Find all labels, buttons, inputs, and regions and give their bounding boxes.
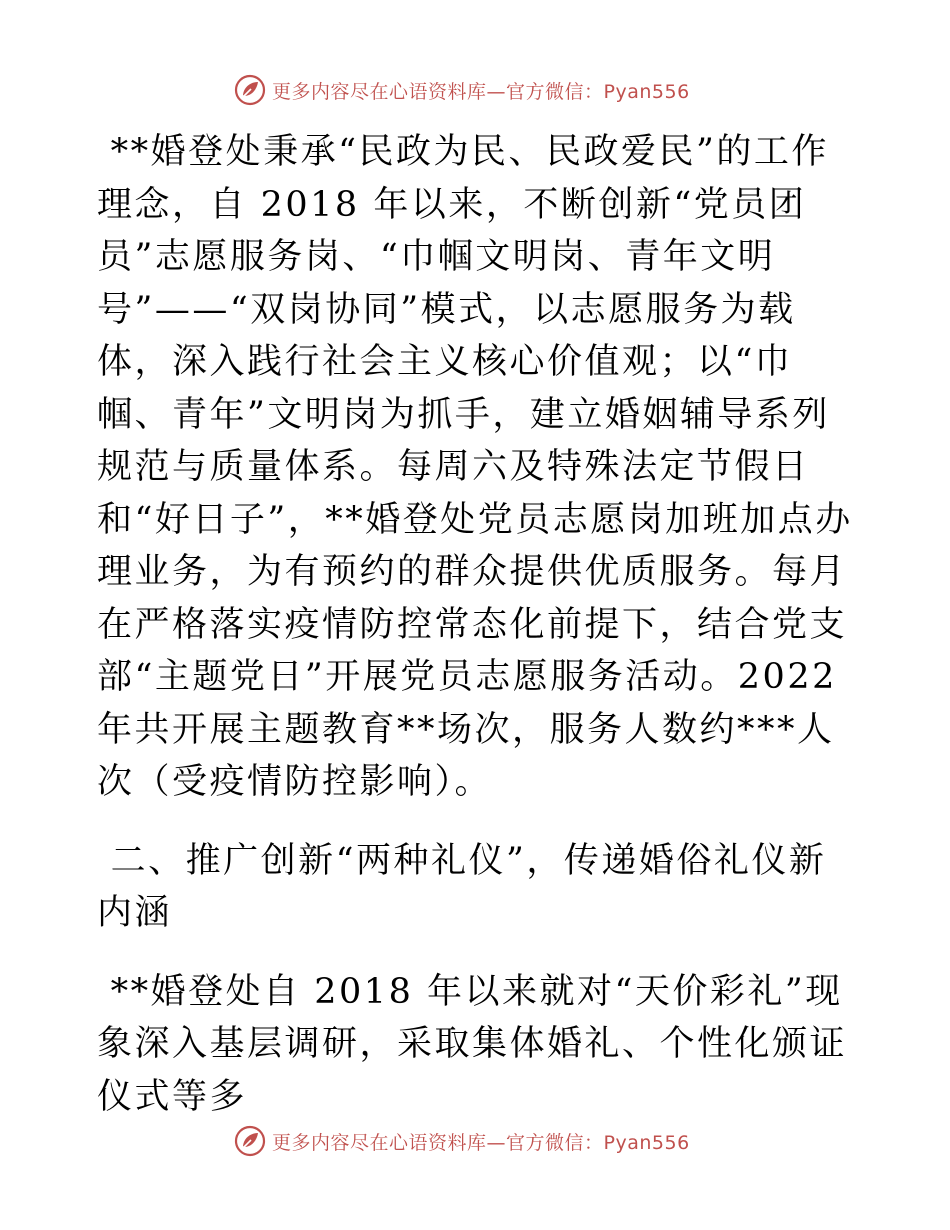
watermark-text: 更多内容尽在心语资料库—官方微信：Pyan556 bbox=[272, 1131, 690, 1154]
leaf-seal-icon bbox=[234, 1125, 266, 1157]
section-heading: 二、推广创新“两种礼仪”，传递婚俗礼仪新内涵 bbox=[97, 840, 827, 933]
header-watermark bbox=[234, 73, 690, 107]
body-paragraph: **婚登处秉承“民政为民、民政爱民”的工作理念，自 2018 年以来，不断创新“党员团员”志愿服务岗、“巾帼文明岗、青年文明号”——“双岗协同”模式，以志愿服务为载体，深入践行社会主义核心价值观；以“巾帼、青年”文明岗为抓手，建立婚姻辅导系列规范与质量体系。每周六及特殊法定节假日和“好日子”，**婚登处党员志愿岗加班加点办理业务，为有预约的群众提供优质服务。每月在严格落实疫情防控常态化前提下，结合党支部“主题党日”开展党员志愿服务活动。2022 年共开展主题教育**场次，服务人数约***人次（受疫情防控影响）。 bbox=[97, 132, 853, 802]
document-body bbox=[97, 126, 857, 1123]
leaf-seal-icon bbox=[234, 74, 266, 106]
footer-watermark bbox=[234, 1124, 690, 1158]
watermark-text: 更多内容尽在心语资料库—官方微信：Pyan556 bbox=[272, 80, 690, 103]
body-paragraph: **婚登处自 2018 年以来就对“天价彩礼”现象深入基层调研，采取集体婚礼、个性化颁证仪式等多 bbox=[97, 971, 848, 1117]
